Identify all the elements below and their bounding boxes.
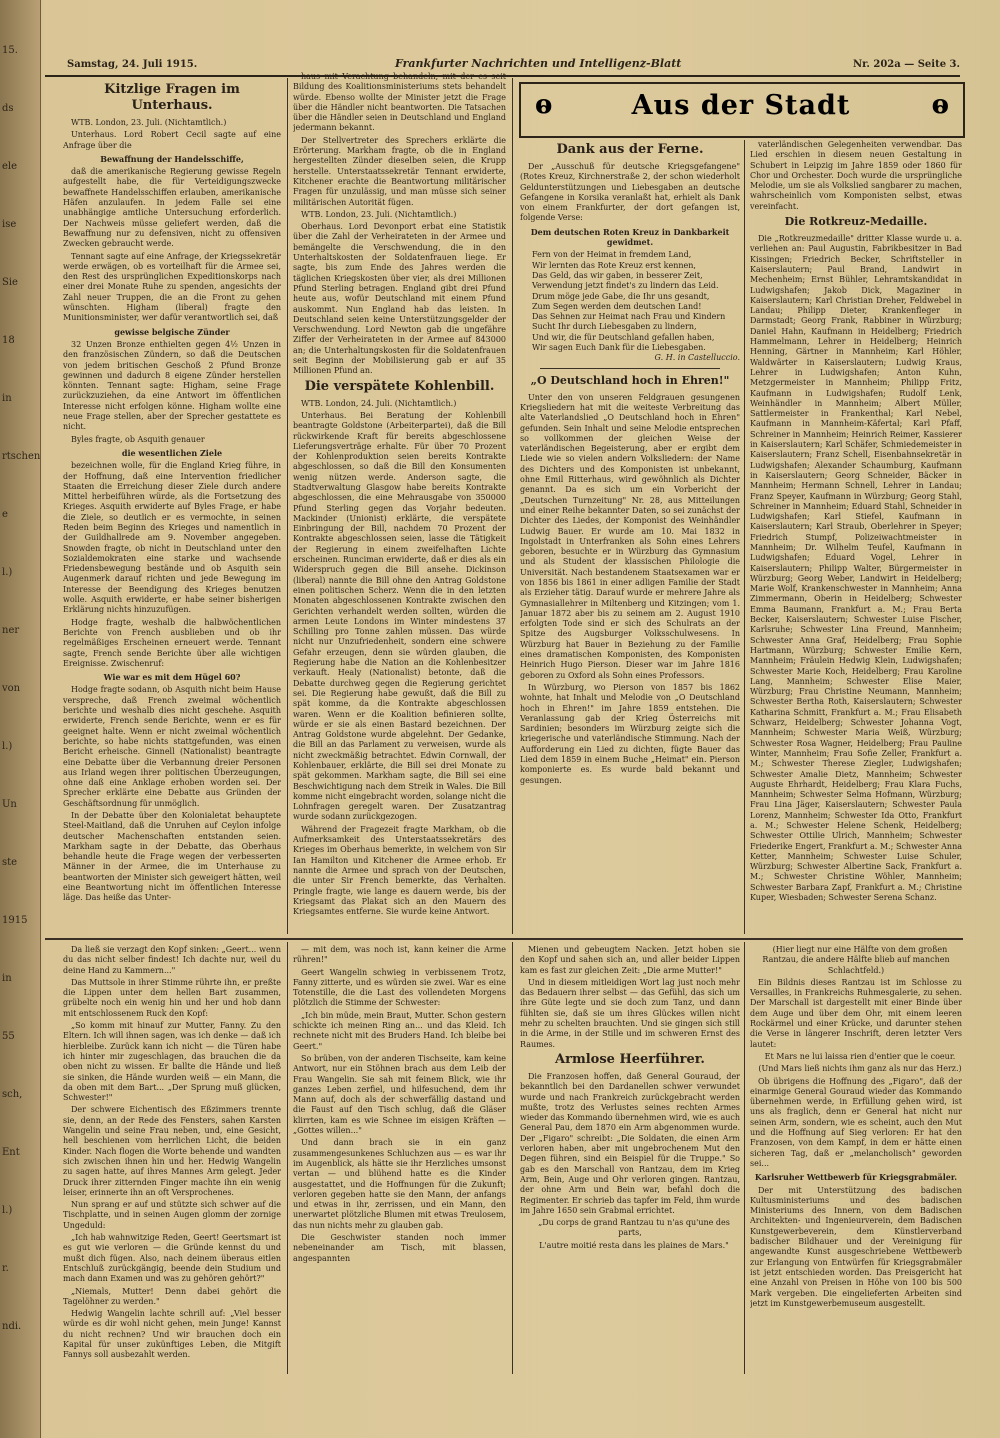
paragraph: Nun sprang er auf und stützte sich schwer auf die Tischplatte, und in seinen Augen glomm der zornige Ungeduld: <box>63 1200 281 1230</box>
headline-kohlenbill: Die verspätete Kohlenbill. <box>304 378 495 394</box>
divider <box>540 368 720 369</box>
poem-line: Das Sehnen zur Heimat nach Frau und Kindern <box>532 312 726 322</box>
paragraph: Tennant sagte auf eine Anfrage, der Kriegssekretär werde erwägen, ob es vorteilhaft für die Armee sei, den Rest des ursprünglichen Expeditionskorps nach einer drei Monate Ruhe zu spenden, angesichts der Zahl neuer Truppen, die an die Front zu gehen wünschten. Higham (liberal) fragte den Munitionsminister, wer dafür verantwortlich sei, daß <box>63 251 281 323</box>
binding-fragment: sch, <box>2 1089 23 1100</box>
paragraph: Der schwere Eichentisch des Eßzimmers trennte sie, denn, an der Rede des Fensters, sahen Karsten Wangelin und seine Frau neben, und, eine Gesicht, hell beschienen vom herrlichen Licht, die beiden Kinder. Nach flogen die Worte behende und wandten sich zwischen ihnen hin und her. Hedwig Wangelin zu sagen hatte, auf ihres Mannes Arm gelegt. Jeder Druck ihrer zitternden Finger machte ihn ein wenig leiser, erinnerte ihn an oft Versprochenes. <box>63 1105 281 1197</box>
signature: G. H. in Castelluccio. <box>654 353 740 363</box>
article-col1 <box>63 80 281 932</box>
header-page-number: Nr. 202a — Seite 3. <box>852 59 960 70</box>
poem-line: Wir lernten das Rote Kreuz erst kennen, <box>532 260 696 270</box>
headline-heerfuehrer: Armlose Heerführer. <box>555 1051 705 1067</box>
binding-fragment: ste <box>2 857 18 868</box>
section-divider <box>45 938 963 940</box>
feuilleton-col4 <box>750 945 962 1373</box>
subheading: Wie war es mit dem Hügel 60? <box>103 672 241 683</box>
quote: Et Mars ne lui laissa rien d'entier que le coeur. <box>764 1051 956 1061</box>
header-masthead: Frankfurter Nachrichten und Intelligenz-Blatt <box>395 57 682 70</box>
headline-unterhaus: Kitzlige Fragen im Unterhaus. <box>104 82 240 113</box>
section-title: Aus der Stadt <box>631 90 851 121</box>
paragraph: Mienen und gebeugtem Nacken. Jetzt hoben sie den Kopf und sahen sich an, und aller beider Lippen kam es fast zur gleichen Zeit: „Die arme Mutter!" <box>520 945 740 975</box>
binding-fragment: in <box>2 973 12 984</box>
paragraph: So brüben, von der anderen Tischseite, kam keine Antwort, nur ein Stöhnen brach aus dem Leib der Frau Wangelin. Sie sah mit feinem Blick, wie ihr ganzes Leben zerfiel, und hilfesuchend, dem ihr Mann auf, doch als der schwerfällig dastand und die Faust auf den Tisch schlug, daß die Gläser klirrten, kam es wie Schnee im eisigen Kräften — „Gottes willen..." <box>293 1053 506 1136</box>
paragraph: Die „Rotkreuzmedaille" dritter Klasse wurde u. a. verliehen an: Paul Augustin, Fabrikbesitzer in Bad Kissingen; Friedrich Becker, Schriftsteller in Kaiserslautern; Paul Brand, Landwirt in Mechenheim; Ernst Bühler, Lehramtskandidat in Ludwigshafen; Jakob Dick, Magaziner in Kaiserslautern; Karl Christian Dreher, Feldwebel in Landau; Philipp Dieter, Krankenfleger in Darmstadt; Georg Frank, Rabbiner in Würzburg; Daniel Hahn, Kaufmann in Heidelberg; Friedrich Hammelmann, Lehrer in Heidelberg; Heinrich Henning, Gärtner in Mannheim; Karl Höhler, Waldwärter in Kaiserslautern; Ludwig Kraus, Lehrer in Ludwigshafen; Anton Kuhn, Metzgermeister in Mannheim; Philipp Fritz, Kaufmann in Ludwigshafen; Rudolf Lenk, Weinhändler in Mannheim; Albert Müller, Sattlermeister in Frankenthal; Karl Nebel, Kaufmann in Mannheim-Käfertal; Karl Pfaff, Schreiner in Mannheim; Heinrich Reimer, Kassierer in Kaiserslautern; Karl Schäfer, Schmiedemeister in Kaiserslautern; Franz Schell, Eisenbahnsekretär in Ludwigshafen; Alexander Schaumburg, Kaufmann in Kaiserslautern; Georg Schneider, Bäcker in Mannheim; Hermann Schnell, Lehrer in Landau; Franz Speyer, Kaufmann in Würzburg; Georg Stahl, Schreiner in Mannheim; Eduard Stahl, Schneider in Ludwigshafen; Karl Stiefel, Kaufmann in Kaiserslautern; Karl Straub, Oberlehrer in Speyer; Friedrich Stumpf, Polizeiwachtmeister in Mannheim; Dr. Wilhelm Teufel, Kaufmann in Ludwigshafen; Eduard Vogel, Lehrer in Kaiserslautern; Philipp Walter, Bürgermeister in Würzburg; Georg Weber, Landwirt in Heidelberg; Marie Wolf, Krankenschwester in Mannheim; Anna Zimmermann, Oberin in Heidelberg; Schwester Emma Baumann, Frankfurt a. M.; Frau Berta Becker, Kaiserslautern; Schwester Luise Fischer, Karlsruhe; Schwester Lina Freund, Mannheim; Schwester Anna Graf, Heidelberg; Frau Sophie Hartmann, Würzburg; Schwester Emilie Kern, Mannheim; Fräulein Hedwig Klein, Ludwigshafen; Schwester Marie Koch, Heidelberg; Frau Karoline Lang, Mannheim; Schwester Elise Maier, Würzburg; Frau Christine Neumann, Mannheim; Schwester Bertha Roth, Kaiserslautern; Schwester Katharina Schmitt, Frankfurt a. M.; Frau Elisabeth Schwarz, Heidelberg; Schwester Johanna Vogt, Mannheim; Schwester Maria Weiß, Würzburg; Schwester Rosa Wagner, Heidelberg; Frau Pauline Winter, Mannheim; Frau Sofie Zeller, Frankfurt a. M.; Schwester Therese Ziegler, Ludwigshafen; Schwester Amalie Dietz, Mannheim; Schwester Auguste Ehrhardt, Heidelberg; Frau Klara Fuchs, Mannheim; Schwester Selma Hofmann, Würzburg; Frau Lina Jäger, Kaiserslautern; Schwester Paula Lorenz, Mannheim; Schwester Ida Otto, Frankfurt a. M.; Schwester Helene Schenk, Heidelberg; Schwester Ottilie Ulrich, Mannheim; Schwester Friederike Engert, Frankfurt a. M.; Schwester Anna Ketter, Mannheim; Schwester Luise Schuler, Würzburg; Schwester Albertine Sack, Frankfurt a. M.; Schwester Christine Wöhler, Mannheim; Schwester Barbara Zapf, Frankfurt a. M.; Christine Kuper, Wiesbaden; Schwester Serena Schanz. <box>750 234 962 903</box>
paragraph: Hodge fragte sodann, ob Asquith nicht beim Hause verspreche, daß French zweimal wöchentlich berichte und weshalb dies nicht geschehe. Asquith erwiderte, French sende Berichte, wenn er es für geeignet halte. Wenn er nicht zweimal wöchentlich berichte, so habe nichts stattgefunden, was einen Bericht erheische. Ginnell (Nationalist) beantragte eine Debatte über die Verbannung dreier Personen aus Irland wegen ihrer politischen Überzeugungen, ohne daß eine Anklage erhoben worden sei. Der Sprecher erklärte eine Debatte aus Gründen der Geschäftsordnung für unmöglich. <box>63 685 281 808</box>
quote: L'autre moitié resta dans les plaines de Mars." <box>539 1240 729 1250</box>
poem-line: Verwendung jetzt findet's zu lindern das Leid. <box>532 281 719 291</box>
paragraph: daß die amerikanische Regierung gewisse Regeln aufgestellt habe, die für Verteidigungszwecke bewaffnete Handelsschiffen erlauben, amerikanische Häfen anzulaufen. In jedem Falle sei eine unabhängige amtliche Untersuchung erforderlich. Der Nachweis müsse geliefert werden, daß die Bewaffnung nur zu defensiven, nicht zu offensiven Zwecken gebraucht werde. <box>63 167 281 249</box>
binding-fragment: 1915 <box>2 915 28 926</box>
paragraph: Oberhaus. Lord Devonport erbat eine Statistik über die Zahl der Verheirateten in der Armee und bemängelte die Verschwendung, die in den Unterhaltskosten der Soldatenfrauen liege. Er sagte, bis zum Ende des Jahres werden die täglichen Kriegskosten über vier, als drei Millionen Pfund Sterling betragen. England gibt drei Pfund heute aus, wofür Deutschland mit einem Pfund auskommt. Nun England hab das leisten. In Deutschland seien keine Unterstützungsgelder der Verschwendung. Lord Newton gab die ungefähre Ziffer der Verheirateten in der Armee auf 843000 an; die Unterhaltungskosten für die Soldatenfrauen seit Beginn der Mobilisierung gab er auf 35 Millionen Pfund an. <box>293 222 506 376</box>
binding-fragment: rtschen <box>2 451 41 462</box>
binding-fragment: l.) <box>2 1205 13 1216</box>
column-rule <box>287 942 288 1374</box>
binding-fragment: ndi. <box>2 1321 22 1332</box>
binding-fragment: ds <box>2 103 14 114</box>
quote: (Und Mars ließ nichts ihm ganz als nur das Herz.) <box>758 1064 962 1074</box>
paragraph: Hedwig Wangelin lachte schrill auf: „Viel besser würde es dir wohl nicht gehen, mein Junge! Kannst du nicht rechnen? Und wir brauchen doch ein Kapital für unser zukünftiges Leben, die Mitgift Fannys soll ausbezahlt werden. <box>63 1309 281 1360</box>
paragraph: „So komm mit hinauf zur Mutter, Fanny. Zu den Eltern. Ich will ihnen sagen, was ich denke — daß ich hierbleibe. Zurück kann ich nicht — die Türen habe ich hinter mir zugeschlagen, das brauchen die da oben nicht zu wissen. Er ballte die Hände und ließ sie sinken, die Hände wurden weiß — ein Mann, die da oben mit dem Bart... „Der Sprung muß glücken, Schwester!" <box>63 1021 281 1103</box>
column-rule <box>287 78 288 934</box>
article-col2 <box>293 72 506 934</box>
paragraph: Der mit Unterstützung des badischen Kultusministeriums und des badischen Ministeriums des Innern, von dem Badischen Architekten- und Ingenieurverein, dem Badischen Kunstgewerbeverein, dem Künstlerverband badischer Bildhauer und der Vereinigung für angewandte Kunst ausgeschriebene Wettbewerb zur Erlangung von Entwürfen für Kriegsgrabmäler ist jetzt entschieden worden. Das Preisgericht hat eine Anzahl von Preisen in Höhe von 100 bis 500 Mark vergeben. Die eingelieferten Arbeiten sind jetzt im Kunstgewerbemuseum ausgestellt. <box>750 1185 962 1308</box>
feuilleton-col1 <box>63 945 281 1373</box>
dateline: WTB. London, 23. Juli. (Nichtamtlich.) <box>71 118 227 127</box>
feuilleton-col2 <box>293 945 506 1373</box>
paragraph: „Niemals, Mutter! Denn dabei gehört die Tagelöhner zu werden." <box>63 1286 281 1306</box>
poem-line: Das Geld, das wir gaben, in besserer Zeit, <box>532 270 703 280</box>
binding-fragment: 15. <box>2 45 18 56</box>
paragraph: Da ließ sie verzagt den Kopf sinken: „Geert... wenn du das nicht selber findest! Ich dachte nur, weil du deine Hand zu Kammern..." <box>63 945 281 975</box>
binding-fragment: ise <box>2 219 17 230</box>
paragraph: In der Debatte über den Kolonialetat behauptete Steel-Maitland, daß die Unruhen auf Ceylon infolge deutscher Machenschaften entstanden seien. Markham sagte in der Debatte, das Oberhaus behandle heute die Frage wegen der verbesserten Männer in der Armee, die im Unterhause zu beantworten der Minister sich geweigert hätten, weil eine Beantwortung nicht im öffentlichen Interesse läge. Das heiße das Unter- <box>63 811 281 903</box>
paragraph: vaterländischen Gelegenheiten verwendbar. Das Lied erschien in diesem neuen Gestaltung in Schubert in Leipzig im Jahre 1859 oder 1860 für Chor und Orchester. Doch wurde die ursprüngliche Melodie, um sie als Volkslied sangbarer zu machen, wahrscheinlich vom Komponisten selbst, etwas vereinfacht. <box>750 140 962 211</box>
paragraph: Hodge fragte, weshalb die halbwöchentlichen Berichte von French ausblieben und ob ihr regelmäßiges Erscheinen erneuert werde. Tennant sagte, French sende Berichte über alle wichtigen Ereignisse. Zwischenruf: <box>63 617 281 668</box>
headline-dank: Dank aus der Ferne. <box>556 142 704 157</box>
column-rule <box>512 942 513 1374</box>
binding-fragment: 18 <box>2 335 15 346</box>
paragraph: Und dann brach sie in ein ganz zusammengesunkenes Schluchzen aus — es war ihr im Augenblick, als hätte sie ihr Herzliches umsonst vertan — und blühend hatte es die Kinder ausgestattet, und die Hoffnungen für die Zukunft; verloren gegeben hatte sie den Mann, der anfangs und etwas in ihr, zerrissen, und ein Mann, den unerwartet plötzliche Blumen mit etwas Treulosem, das nun nichts mehr zu glauben gab. <box>293 1138 506 1230</box>
binding-fragment: Sie <box>2 277 18 288</box>
paragraph: haus mit Verachtung behandeln, mit der es seit Bildung des Koalitionsministeriums stets behandelt würde. Ebenso wollte der Minister jetzt die Frage über die Händler nicht beantworten. Die Tatsachen über die Händler seien in Deutschland und England jedermann bekannt. <box>293 72 506 133</box>
binding-fragment: Un <box>2 799 17 810</box>
paragraph: Während der Fragezeit fragte Markham, ob die Aufmerksamkeit des Unterstaatssekretärs des Krieges im Oberhaus bemerkte, in welchem von Sir Ian Hamilton und Kitchener die Armee erhob. Er nannte die Armee und sprach von der Deutschen, die unter Sir French bemerkte, das Verhalten. Pringle fragte, wie lange es dauern werde, bis der Kriegsamt das Plakat sich an den Mauern des Kriegsamtes entferne. Sie wurde keine Antwort. <box>293 824 506 917</box>
paragraph: Unterhaus. Bei Beratung der Kohlenbill beantragte Goldstone (Arbeiterpartei), daß die Bill rückwirkende Kraft für bereits abgeschlossene Lieferungsverträge erhalte. Für über 70 Prozent der Kohlenproduktion seien bereits Kontrakte abgeschlossen, so daß die Bill den Konsumenten wenig nützen werde. Anderson sagte, die Stadtverwaltung Glasgow habe bereits Kontrakte abgeschlossen, die eine Mehrausgabe von 350000 Pfund Sterling gegen das Vorjahr bedeuten. Mackinder (Unionist) erklärte, die verspätete Einbringung der Bill, nachdem 70 Prozent der Kontrakte abgeschlossen seien, lasse die Tätigkeit der Regierung in einem zweifelhaften Lichte erscheinen. Runciman erwiderte, daß er dies als ein Widerspruch gegen die Bill ansehe. Dickinson (liberal) nannte die Bill ohne den Antrag Goldstone einen politischen Scherz. Wenn die in den letzten Monaten abgeschlossenen Kontrakte zwischen den Gerichten verhandelt werden sollten, würden die armen Leute Londons im Winter mindestens 37 Schilling pro Tonne zahlen müssen. Das würde nicht nur Unzufriedenheit, sondern eine schwere Gefahr erzeugen, denn sie würden glauben, die Regierung habe die Nation an die Kohlenbesitzer verkauft. Healy (Nationalist) betonte, daß die Debatte durchweg gegen die Regierung gerichtet sei. Die Regierung habe gewußt, daß die Bill zu spät komme, da die Kontrakte abgeschlossen waren. Wenn er die Koalition befinieren sollte, würde er sie als einen Bastard bezeichnen. Der Antrag Goldstone wurde abgelehnt. Der Gedanke, die Bill an das Parlament zu verweisen, wurde als nicht zweckmäßig betrachtet. Edwin Cornwall, der Kohlenbauer, erklärte, die Bill sei drei Monate zu spät gekommen. Markham sagte, die Bill sei eine Beschwichtigung nach dem Streik in Wales. Die Bill komme nicht eingebracht worden, solange nicht die Lohnfragen geregelt waren. Der Zusatzantrag wurde sodann zurückgezogen. <box>293 410 506 822</box>
paragraph: „Ich bin müde, mein Braut, Mutter. Schon gestern schickte ich meinen Ring an... und das Kleid. Ich rechnete nicht mit des Bruders Hand. Ich bleibe bei Geert." <box>293 1010 506 1051</box>
paragraph: „Ich hab wahnwitzige Reden, Geert! Geertsmart ist es gut wie verloren — die Gründe kennst du und mußt dich fügen. Also, nach deinem überaus eitlen Entschluß zurückgängig, beende dein Studium und mach dann Examen und was zu gehören gehört?" <box>63 1233 281 1284</box>
poem-line: Fern von der Heimat in fremdem Land, <box>532 250 692 260</box>
binding-fragment: l.) <box>2 567 13 578</box>
feuilleton-col3 <box>520 945 740 1373</box>
subheading: die wesentlichen Ziele <box>121 447 223 458</box>
paragraph: In Würzburg, wo Pierson von 1857 bis 1862 wohnte, hat Inhalt und Melodie von „O Deutschland hoch in Ehren!" im Jahre 1859 entstehen. Die Veranlassung gab der Krieg Österreichs mit Sardinien; besonders im Würzburg zeigte sich die kriegerische und vaterländische Stimmung. Nach der Aufforderung ein Lied zu dichten, fügte Bauer das Lied dem 1859 in einem Buche „Heimat" ein. Pierson komponierte es. Es wurde bald bekannt und gesungen. <box>520 682 740 785</box>
dateline: WTB. London, 24. Juli. (Nichtamtlich.) <box>301 398 457 408</box>
poem <box>520 250 740 353</box>
column-rule <box>744 140 745 934</box>
paragraph: Geert Wangelin schwieg in verbissenem Trotz, Fanny zitterte, und es würden sie zwei. War es eine Totenstille, die die Last des vollendeten Morgens plötzlich die Stimme der Schwester: <box>293 967 506 1008</box>
section-banner <box>519 82 965 138</box>
subheading: Dem deutschen Roten Kreuz in Dankbarkeit gewidmet. <box>530 226 730 248</box>
binding-fragment: Ent <box>2 1147 20 1158</box>
paragraph: — mit dem, was noch ist, kann keiner die Arme rühren!" <box>293 945 506 965</box>
poem-line: Wir sagen Euch Dank für die Liebesgaben. <box>532 343 706 353</box>
column-rule <box>512 78 513 934</box>
subheading: Karlsruher Wettbewerb für Kriegsgrabmäler. <box>754 1172 958 1183</box>
binding-fragment: e <box>2 509 8 520</box>
binding-fragment: von <box>2 683 21 694</box>
paragraph: Die Geschwister standen noch immer nebeneinander am Tisch, mit blassen, angespannten <box>293 1233 506 1263</box>
paragraph: Unterhaus. Lord Robert Cecil sagte auf eine Anfrage über die <box>63 130 281 150</box>
poem-line: Zum Segen werden dem deutschen Land! <box>532 301 702 311</box>
binding-fragment: ele <box>2 161 18 172</box>
paragraph: 32 Unzen Bronze enthielten gegen 4½ Unzen in den französischen Zündern, so daß die Deutschen von jedem britischen Geschoß 2 Pfund Bronze gewinnen und dadurch 8 eigene Zünder herstellen könnten. Tennant sagte: Higham, seine Frage zurückzuziehen, da eine Antwort im öffentlichen Interesse nicht erfolgen könne. Higham wollte eine neue Frage stellen, aber der Sprecher gestattete es nicht. <box>63 339 281 432</box>
poem-line: Sucht Ihr durch Liebesgaben zu lindern, <box>532 322 697 332</box>
paragraph: Die Franzosen hoffen, daß General Gouraud, der bekanntlich bei den Dardanellen schwer verwundet wurde und nach Frankreich zurückgebracht werden mußte, trotz des Verlustes seines rechten Armes wieder das Kommando übernehmen wird, wie es auch General Pau, dem 1870 ein Arm abgenommen wurde. Der „Figaro" schreibt: „Die Soldaten, die einen Arm verloren haben, aber mit ungebrochenem Mut den Degen führen, sind ein Beispiel für die Truppe." So gab es den Marschall von Rantzau, dem im Krieg Arm, Bein, Auge und Ohr verloren gingen. Rantzau, der ohne Arm und Bein war, befahl doch die Regimenter. Er schrieb das tapfer im Feld, ihm wurde im Jahre 1650 sein Grabmal errichtet. <box>520 1071 740 1215</box>
paragraph: bezeichnen wolle, für die England Krieg führe, in der Hoffnung, daß eine Intervention friedlicher Staaten die Erreichung dieser Ziele durch andere Mittel herbeiführen würde, als die Fortsetzung des Krieges. Asquith erwiderte auf Byles Frage, er habe die Ziele, so deutlich er es vermochte, in seinen Reden beim Beginn des Krieges und namentlich in der Guildhallrede am 9. November angegeben. Snowden fragte, ob nicht in Deutschland unter den Sozialdemokraten eine starke und wachsende Friedensbewegung bestände und ob Asquith sein Augenmerk darauf richten und jede Bewegung im Interesse der Beendigung des Krieges benutzen wolle. Asquith erwiderte, er habe seiner bisherigen Erklärung nichts hinzuzufügen. <box>63 461 281 615</box>
headline-rotkreuz: Die Rotkreuz-Medaille. <box>784 215 928 229</box>
dateline: WTB. London, 23. Juli. (Nichtamtlich.) <box>301 209 457 219</box>
quote: „Du corps de grand Rantzau tu n'as qu'une des parts, <box>538 1218 730 1238</box>
paragraph: Und in diesem mitleidigen Wort lag just noch mehr das Bedauern ihrer selbst — das Gefühl, das sich um ihre Güte legte und sie doch zum Tanz, und dann fühlten sie, daß sie um ihres Glückes willen nicht mehr zu schelten brauchten. Und sie gingen sich still in die Arme, in der Stille und im schweren Ernst des Raumes. <box>520 977 740 1049</box>
header-date: Samstag, 24. Juli 1915. <box>67 59 198 70</box>
paragraph: Das Muttsole in ihrer Stimme rührte ihn, er preßte die Lippen unter dem hellen Bart zusammen, grübelte noch ein wenig hin und her und hob dann mit entschlossenem Ruck den Kopf: <box>63 977 281 1018</box>
binding-fragment: 55 <box>2 1031 15 1042</box>
subheading: Bewaffnung der Handelsschiffe, <box>100 153 244 164</box>
paragraph: Ein Bildnis dieses Rantzau ist im Schlosse zu Versailles, in Frankreichs Ruhmesgalerie, zu sehen. Der Marschall ist dargestellt mit einer Binde über dem Auge und über dem Ohr, mit einem leeren Rockärmel und einer Krücke, und darunter stehen die Verse in längerer Inschrift, deren letzter Vers lautet: <box>750 977 962 1049</box>
headline-deutschland: „O Deutschland hoch in Ehren!" <box>530 373 730 387</box>
binding-fragment: ner <box>2 625 20 636</box>
paragraph: Ob übrigens die Hoffnung des „Figaro", daß der einarmige General Gouraud wieder das Kommando übernehmen werde, in Erfüllung gehen wird, ist uns als fraglich, denn er General hat nicht nur seinen Arm, sondern, wie es scheint, auch den Mut und die Hoffnung auf Sieg verloren: Er hat den Franzosen, von dem Kampf, in dem er hätte einen sicheren Tag, daß er „melancholisch" geworden sei... <box>750 1076 962 1168</box>
binding-edge <box>0 0 41 1438</box>
ornament-icon: ⱺ <box>931 90 949 120</box>
binding-fragment: r. <box>2 1263 9 1274</box>
article-col3 <box>520 140 740 934</box>
poem-line: Drum möge jede Gabe, die Ihr uns gesandt, <box>532 291 710 301</box>
paragraph: Unter den von unseren Feldgrauen gesungenen Kriegsliedern hat mit die weiteste Verbreitung das alte Vaterlandslied „O Deutschland hoch in Ehren" gefunden. Sein Inhalt und seine Melodie entsprechen so vollkommen der gleichen Weise der vaterländischen Begeisterung, aber er ergibt dem Liede wie so vielen andern Volksliedern: der Name des Dichters und des Komponisten ist unbekannt, ohne Emil Ritterhaus, wird gewöhnlich als Dichter genannt. Da es sich um ein Vorbericht der „Deutschen Turnzeitung" Nr. 28, aus Mitteilungen und einer Reihe bekannter Daten, so sei zunächst der Dichter des Liedes, der Komponist des Weinhändler Ludwig Bauer. Er wurde am 10. Mai 1832 in Ingolstadt in Unterfranken als Sohn eines Lehrers geboren, besuchte er in Würzburg das Gymnasium und als Student der klassischen Philologie die Universität. Nach bestandenem Staatsexamen war er von 1856 bis 1861 in einer adligen Familie der Stadt als Erzieher tätig. Darauf wurde er mehrere Jahre als Gymnasiallehrer in Miltenberg und Kitzingen; vom 1. Januar 1872 aber bis zu seinem am 2. August 1910 erfolgten Tode sind er sich des Schulrats an der Spitze des Augsburger Volksschulwesens. In Würzburg hat Bauer in Beziehung zu der Familie eines dramatischen Komponisten, des Komponisten Heinrich Hugo Pierson. Dieser war im Jahre 1816 geboren zu Oxford als Sohn eines Professors. <box>520 392 740 680</box>
column-rule <box>744 942 745 1374</box>
binding-fragment: l.) <box>2 741 13 752</box>
paragraph: Der „Ausschuß für deutsche Kriegsgefangene" (Rotes Kreuz, Kirchnerstraße 2, der schon wiederholt Geldunterstützungen und Liebesgaben an deutsche Gefangene in Korsika veranlaßt hat, erhielt als Dank von einem Frankfurter, der dort gefangen ist, folgende Verse: <box>520 162 740 223</box>
article-col4 <box>750 140 962 934</box>
paragraph: Der Stellvertreter des Sprechers erklärte die Erörterung. Markham fragte, ob die in England hergestellten Zünder dieselben seien, die Krupp herstelle. Unterstaatssekretär Tennant erwiderte, Kitchener erachte die Beantwortung militärischer Fragen für unzulässig, und man müsse sich seiner militärischen Autorität fügen. <box>293 135 506 207</box>
subheading: gewisse belgische Zünder <box>114 326 230 337</box>
paragraph: (Hier liegt nur eine Hälfte von dem großen Rantzau, die andere Hälfte blieb auf manchen Schlachtfeld.) <box>762 945 950 975</box>
ornament-icon: ⱺ <box>535 90 553 120</box>
binding-fragment: in <box>2 393 12 404</box>
poem-line: Und wir, die für Deutschland gefallen haben, <box>532 332 715 342</box>
paragraph: Byles fragte, ob Asquith genauer <box>71 434 205 444</box>
